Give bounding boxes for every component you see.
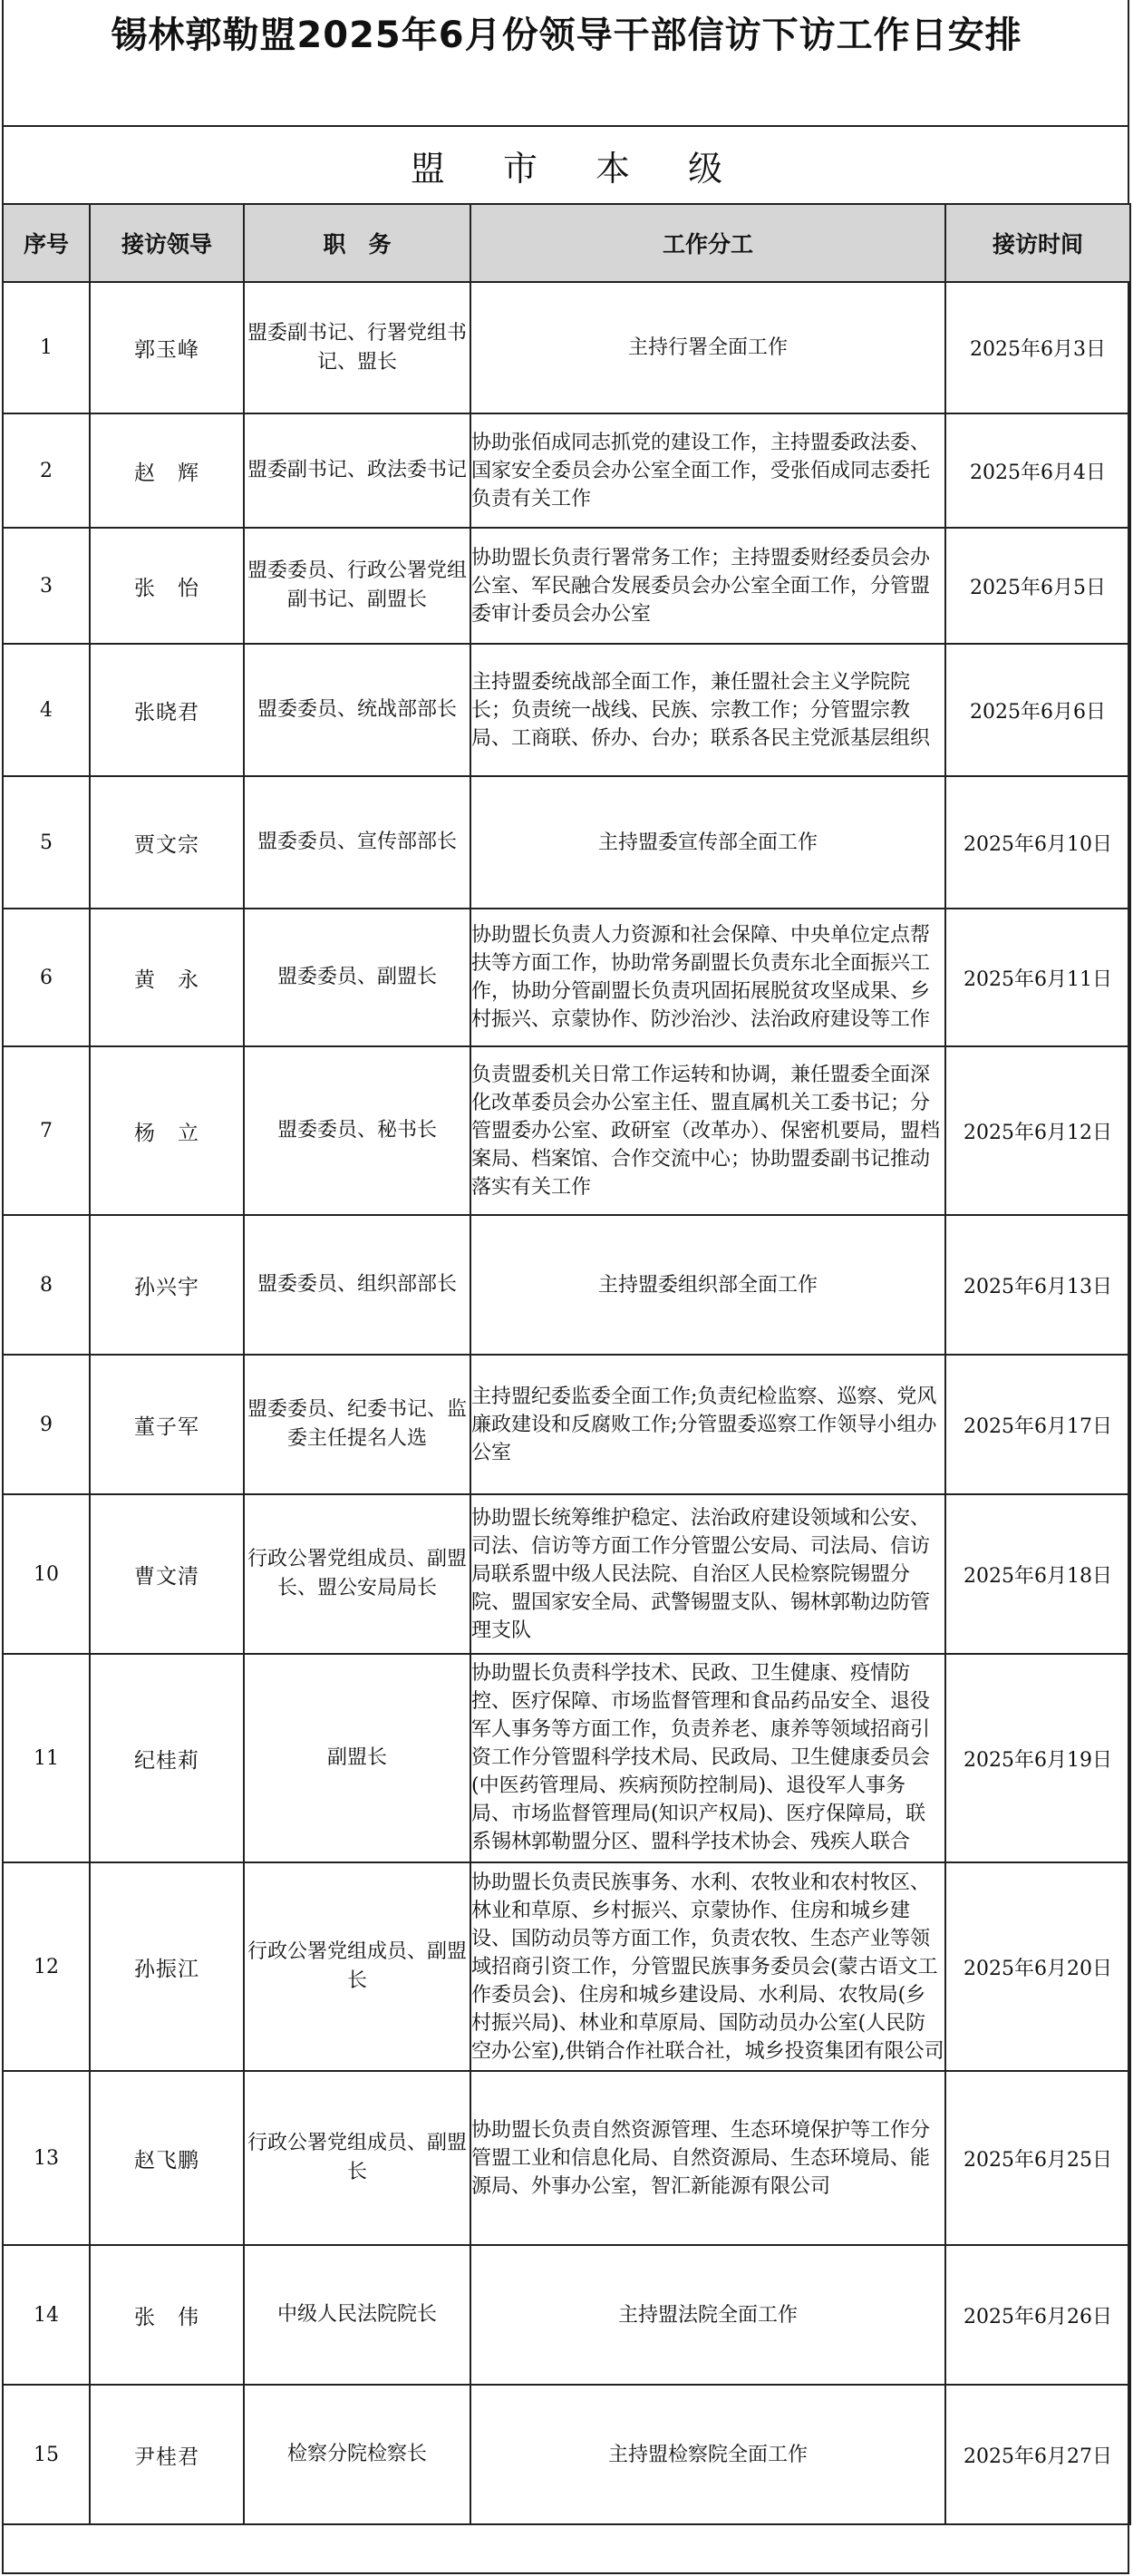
row-duty-cell bbox=[470, 1654, 945, 1862]
table-row bbox=[3, 2071, 1130, 2245]
row-position-cell bbox=[244, 2245, 470, 2385]
row-visit-time-cell bbox=[945, 909, 1130, 1046]
row-leader-name-cell bbox=[90, 282, 244, 413]
row-no: 1 bbox=[40, 336, 53, 359]
row-no: 9 bbox=[40, 1413, 53, 1436]
row-visit-time-cell bbox=[945, 2385, 1130, 2524]
section-title: 盟 市 本 级 bbox=[410, 148, 747, 189]
row-visit-time-cell bbox=[945, 2245, 1130, 2385]
row-duty-cell bbox=[470, 1046, 945, 1215]
row-position: 行政公署党组成员、副盟长 bbox=[247, 1940, 467, 1992]
row-duty-cell bbox=[470, 1862, 945, 2071]
row-duty: 主持行署全面工作 bbox=[627, 336, 788, 359]
row-no: 6 bbox=[40, 966, 53, 989]
row-visit-time: 2025年6月20日 bbox=[964, 1957, 1112, 1980]
row-no: 11 bbox=[34, 1746, 59, 1770]
row-position: 盟委委员、行政公署党组副书记、副盟长 bbox=[247, 559, 467, 611]
row-visit-time-cell bbox=[945, 1494, 1130, 1654]
row-no-cell bbox=[3, 2245, 90, 2385]
row-position: 检察分院检察长 bbox=[286, 2443, 427, 2465]
row-duty-cell bbox=[470, 776, 945, 909]
table-row bbox=[3, 1215, 1130, 1355]
row-visit-time-cell bbox=[945, 2071, 1130, 2245]
row-position: 行政公署党组成员、副盟长 bbox=[247, 2132, 467, 2183]
row-duty: 主持盟委宣传部全面工作 bbox=[597, 831, 818, 854]
row-leader-name-cell bbox=[90, 644, 244, 776]
row-position: 副盟长 bbox=[326, 1746, 387, 1769]
row-duty-cell bbox=[470, 2071, 945, 2245]
row-visit-time-cell bbox=[945, 528, 1130, 644]
row-leader-name-cell bbox=[90, 1215, 244, 1355]
row-visit-time-cell bbox=[945, 644, 1130, 776]
table-row bbox=[3, 2385, 1130, 2524]
row-leader-name-cell bbox=[90, 1654, 244, 1862]
row-duty-cell bbox=[470, 2385, 945, 2524]
row-leader-name: 杨 立 bbox=[134, 1121, 199, 1145]
row-no-cell bbox=[3, 2071, 90, 2245]
header-time: 接访时间 bbox=[945, 204, 1130, 282]
row-visit-time-cell bbox=[945, 413, 1130, 528]
row-duty: 协助盟长负责人力资源和社会保障、中央单位定点帮扶等方面工作，协助常务副盟长负责东北全面振兴工作，协助分管副盟长负责巩固拓展脱贫攻坚成果、乡村振兴、京蒙协作、防沙治沙、法治政府建设等工作 bbox=[471, 924, 931, 1031]
row-leader-name-cell bbox=[90, 2385, 244, 2524]
row-leader-name-cell bbox=[90, 1355, 244, 1494]
row-leader-name: 尹桂君 bbox=[134, 2445, 199, 2469]
row-leader-name-cell bbox=[90, 528, 244, 644]
row-duty-cell bbox=[470, 1494, 945, 1654]
table-row bbox=[3, 1046, 1130, 1215]
row-position: 盟委委员、统战部部长 bbox=[257, 698, 457, 721]
table-row bbox=[3, 909, 1130, 1046]
row-leader-name-cell bbox=[90, 1494, 244, 1654]
row-no: 10 bbox=[34, 1562, 59, 1586]
title-spacer bbox=[2, 63, 1129, 127]
row-leader-name-cell bbox=[90, 776, 244, 909]
row-visit-time: 2025年6月18日 bbox=[964, 1564, 1112, 1588]
row-position: 盟委副书记、政法委书记 bbox=[247, 459, 467, 481]
row-position: 盟委委员、纪委书记、监委主任提名人选 bbox=[247, 1398, 467, 1450]
row-leader-name: 赵 辉 bbox=[134, 461, 199, 485]
row-position-cell bbox=[244, 644, 470, 776]
row-duty: 主持盟委统战部全面工作，兼任盟社会主义学院院长；负责统一战线、民族、宗教工作；分管盟宗教局、工商联、侨办、台办；联系各民主党派基层组织 bbox=[471, 670, 931, 750]
row-duty-cell bbox=[470, 413, 945, 528]
row-leader-name: 张晓君 bbox=[134, 700, 199, 724]
row-no-cell bbox=[3, 776, 90, 909]
table-row bbox=[3, 413, 1130, 528]
row-no-cell bbox=[3, 1215, 90, 1355]
row-position-cell bbox=[244, 413, 470, 528]
row-position-cell bbox=[244, 1046, 470, 1215]
row-visit-time: 2025年6月13日 bbox=[964, 1275, 1112, 1298]
row-no-cell bbox=[3, 644, 90, 776]
row-leader-name: 黄 永 bbox=[134, 967, 199, 992]
row-no: 4 bbox=[40, 698, 53, 722]
table-row bbox=[3, 528, 1130, 644]
row-position-cell bbox=[244, 1215, 470, 1355]
row-leader-name: 赵飞鹏 bbox=[134, 2148, 199, 2173]
row-duty: 协助盟长负责自然资源管理、生态环境保护等工作分管盟工业和信息化局、自然资源局、生态环境局、能源局、外事办公室，智汇新能源有限公司 bbox=[471, 2118, 931, 2198]
row-position-cell bbox=[244, 776, 470, 909]
row-position: 盟委委员、组织部部长 bbox=[257, 1273, 457, 1296]
row-duty: 协助盟长负责民族事务、水利、农牧业和农村牧区、林业和草原、乡村振兴、京蒙协作、住房和城乡建设、国防动员等方面工作，负责农牧、生态产业等领域招商引资工作，分管盟民族事务委员会(蒙古语文工作委员会)、住房和城乡建设局、水利局、农牧局(乡村振兴局)、林业和草原局、国防动员办公室(人民防空办公室),供销合作社联合社，城乡投资集团有限公司 bbox=[471, 1871, 944, 2063]
table-body bbox=[3, 282, 1130, 2524]
schedule-table bbox=[2, 203, 1131, 2525]
row-position-cell bbox=[244, 2385, 470, 2524]
table-row bbox=[3, 1355, 1130, 1494]
row-visit-time: 2025年6月10日 bbox=[964, 832, 1112, 856]
row-no: 8 bbox=[40, 1273, 53, 1297]
row-leader-name: 孙兴宇 bbox=[134, 1275, 199, 1299]
row-visit-time-cell bbox=[945, 1355, 1130, 1494]
row-position: 中级人民法院院长 bbox=[276, 2303, 437, 2326]
row-duty: 协助盟长统筹维护稳定、法治政府建设领域和公安、司法、信访等方面工作分管盟公安局、司法局、信访局联系盟中级人民法院、自治区人民检察院锡盟分院、盟国家安全局、武警锡盟支队、锡林郭勒边防管理支队 bbox=[471, 1506, 931, 1642]
row-visit-time: 2025年6月3日 bbox=[970, 338, 1106, 361]
row-visit-time-cell bbox=[945, 1654, 1130, 1862]
row-position: 盟委委员、副盟长 bbox=[276, 966, 437, 988]
row-visit-time-cell bbox=[945, 1046, 1130, 1215]
table-row bbox=[3, 1654, 1130, 1862]
row-duty: 主持盟法院全面工作 bbox=[617, 2303, 798, 2327]
row-position: 盟委委员、秘书长 bbox=[276, 1119, 437, 1142]
table-row bbox=[3, 1494, 1130, 1654]
row-visit-time: 2025年6月17日 bbox=[964, 1414, 1112, 1438]
row-duty: 主持盟检察院全面工作 bbox=[607, 2443, 808, 2466]
header-leader: 接访领导 bbox=[90, 204, 244, 282]
row-visit-time: 2025年6月6日 bbox=[970, 700, 1106, 724]
row-no: 15 bbox=[34, 2443, 59, 2466]
row-no-cell bbox=[3, 282, 90, 413]
row-duty: 主持盟纪委监委全面工作;负责纪检监察、巡察、党风廉政建设和反腐败工作;分管盟委巡察工作领导小组办公室 bbox=[471, 1385, 937, 1464]
row-position: 盟委副书记、行署党组书记、盟长 bbox=[247, 321, 467, 374]
row-duty: 负责盟委机关日常工作运转和协调，兼任盟委全面深化改革委员会办公室主任、盟直属机关工委书记；分管盟委办公室、政研室（改革办）、保密机要局，盟档案局、档案馆、合作交流中心；协助盟委副书记推动落实有关工作 bbox=[471, 1063, 941, 1199]
row-leader-name: 董子军 bbox=[134, 1414, 199, 1439]
row-no-cell bbox=[3, 1046, 90, 1215]
row-position-cell bbox=[244, 2071, 470, 2245]
row-visit-time: 2025年6月12日 bbox=[964, 1121, 1112, 1144]
row-leader-name-cell bbox=[90, 2071, 244, 2245]
row-no: 2 bbox=[40, 459, 53, 482]
row-position-cell bbox=[244, 282, 470, 413]
header-position: 职 务 bbox=[244, 204, 470, 282]
table-row bbox=[3, 282, 1130, 413]
row-visit-time: 2025年6月4日 bbox=[970, 461, 1106, 484]
row-duty: 主持盟委组织部全面工作 bbox=[597, 1273, 818, 1297]
table-row bbox=[3, 1862, 1130, 2071]
row-position-cell bbox=[244, 528, 470, 644]
row-position-cell bbox=[244, 1355, 470, 1494]
row-visit-time-cell bbox=[945, 776, 1130, 909]
row-visit-time: 2025年6月25日 bbox=[964, 2148, 1112, 2172]
row-no: 13 bbox=[34, 2146, 59, 2170]
table-header-row bbox=[3, 204, 1130, 282]
table-row bbox=[3, 2245, 1130, 2385]
row-position-cell bbox=[244, 909, 470, 1046]
row-no: 14 bbox=[34, 2303, 59, 2327]
row-leader-name-cell bbox=[90, 413, 244, 528]
row-duty-cell bbox=[470, 528, 945, 644]
row-leader-name: 张 伟 bbox=[134, 2305, 199, 2329]
row-duty: 协助盟长负责行署常务工作；主持盟委财经委员会办公室、军民融合发展委员会办公室全面工作，分管盟委审计委员会办公室 bbox=[471, 546, 931, 626]
page-title: 锡林郭勒盟2025年6月份领导干部信访下访工作日安排 bbox=[111, 14, 1022, 56]
table-row bbox=[3, 776, 1130, 909]
row-no-cell bbox=[3, 528, 90, 644]
header-no: 序号 bbox=[3, 204, 90, 282]
row-duty-cell bbox=[470, 909, 945, 1046]
row-leader-name: 贾文宗 bbox=[134, 832, 199, 857]
row-leader-name: 张 怡 bbox=[134, 576, 199, 600]
row-leader-name: 郭玉峰 bbox=[134, 338, 199, 362]
row-visit-time: 2025年6月5日 bbox=[970, 576, 1106, 599]
row-leader-name-cell bbox=[90, 1046, 244, 1215]
row-position: 盟委委员、宣传部部长 bbox=[257, 831, 457, 853]
row-leader-name: 纪桂莉 bbox=[134, 1748, 199, 1773]
row-no: 5 bbox=[40, 831, 53, 854]
row-visit-time: 2025年6月11日 bbox=[964, 967, 1112, 991]
row-leader-name: 曹文清 bbox=[134, 1564, 199, 1589]
row-no-cell bbox=[3, 909, 90, 1046]
row-visit-time: 2025年6月19日 bbox=[964, 1748, 1112, 1772]
row-no-cell bbox=[3, 1654, 90, 1862]
row-no-cell bbox=[3, 413, 90, 528]
row-duty-cell bbox=[470, 2245, 945, 2385]
table-row bbox=[3, 644, 1130, 776]
row-no: 7 bbox=[40, 1119, 53, 1142]
row-position-cell bbox=[244, 1654, 470, 1862]
row-position-cell bbox=[244, 1862, 470, 2071]
row-no-cell bbox=[3, 2385, 90, 2524]
row-no-cell bbox=[3, 1494, 90, 1654]
row-visit-time-cell bbox=[945, 282, 1130, 413]
row-no: 12 bbox=[34, 1955, 59, 1978]
row-leader-name-cell bbox=[90, 909, 244, 1046]
row-duty-cell bbox=[470, 644, 945, 776]
row-visit-time: 2025年6月26日 bbox=[964, 2305, 1112, 2328]
row-no-cell bbox=[3, 1355, 90, 1494]
row-leader-name: 孙振江 bbox=[134, 1957, 199, 1981]
row-position: 行政公署党组成员、副盟长、盟公安局局长 bbox=[247, 1548, 467, 1599]
row-visit-time-cell bbox=[945, 1862, 1130, 2071]
row-duty-cell bbox=[470, 1355, 945, 1494]
row-leader-name-cell bbox=[90, 2245, 244, 2385]
row-duty: 协助盟长负责科学技术、民政、卫生健康、疫情防控、医疗保障、市场监督管理和食品药品安全、退役军人事务等方面工作，负责养老、康养等领域招商引资工作分管盟科学技术局、民政局、卫生健康委员会(中医药管理局、疾病预防控制局)、退役军人事务局、市场监督管理局(知识产权局)、医疗保障局，联系锡林郭勒盟分区、盟科学技术协会、残疾人联合 bbox=[471, 1662, 931, 1853]
row-duty: 协助张佰成同志抓党的建设工作，主持盟委政法委、国家安全委员会办公室全面工作，受张佰成同志委托负责有关工作 bbox=[471, 431, 931, 510]
row-duty-cell bbox=[470, 282, 945, 413]
row-visit-time-cell bbox=[945, 1215, 1130, 1355]
header-duty: 工作分工 bbox=[470, 204, 945, 282]
row-position-cell bbox=[244, 1494, 470, 1654]
row-no-cell bbox=[3, 1862, 90, 2071]
row-no: 3 bbox=[40, 574, 53, 598]
row-leader-name-cell bbox=[90, 1862, 244, 2071]
row-visit-time: 2025年6月27日 bbox=[964, 2445, 1112, 2468]
row-duty-cell bbox=[470, 1215, 945, 1355]
